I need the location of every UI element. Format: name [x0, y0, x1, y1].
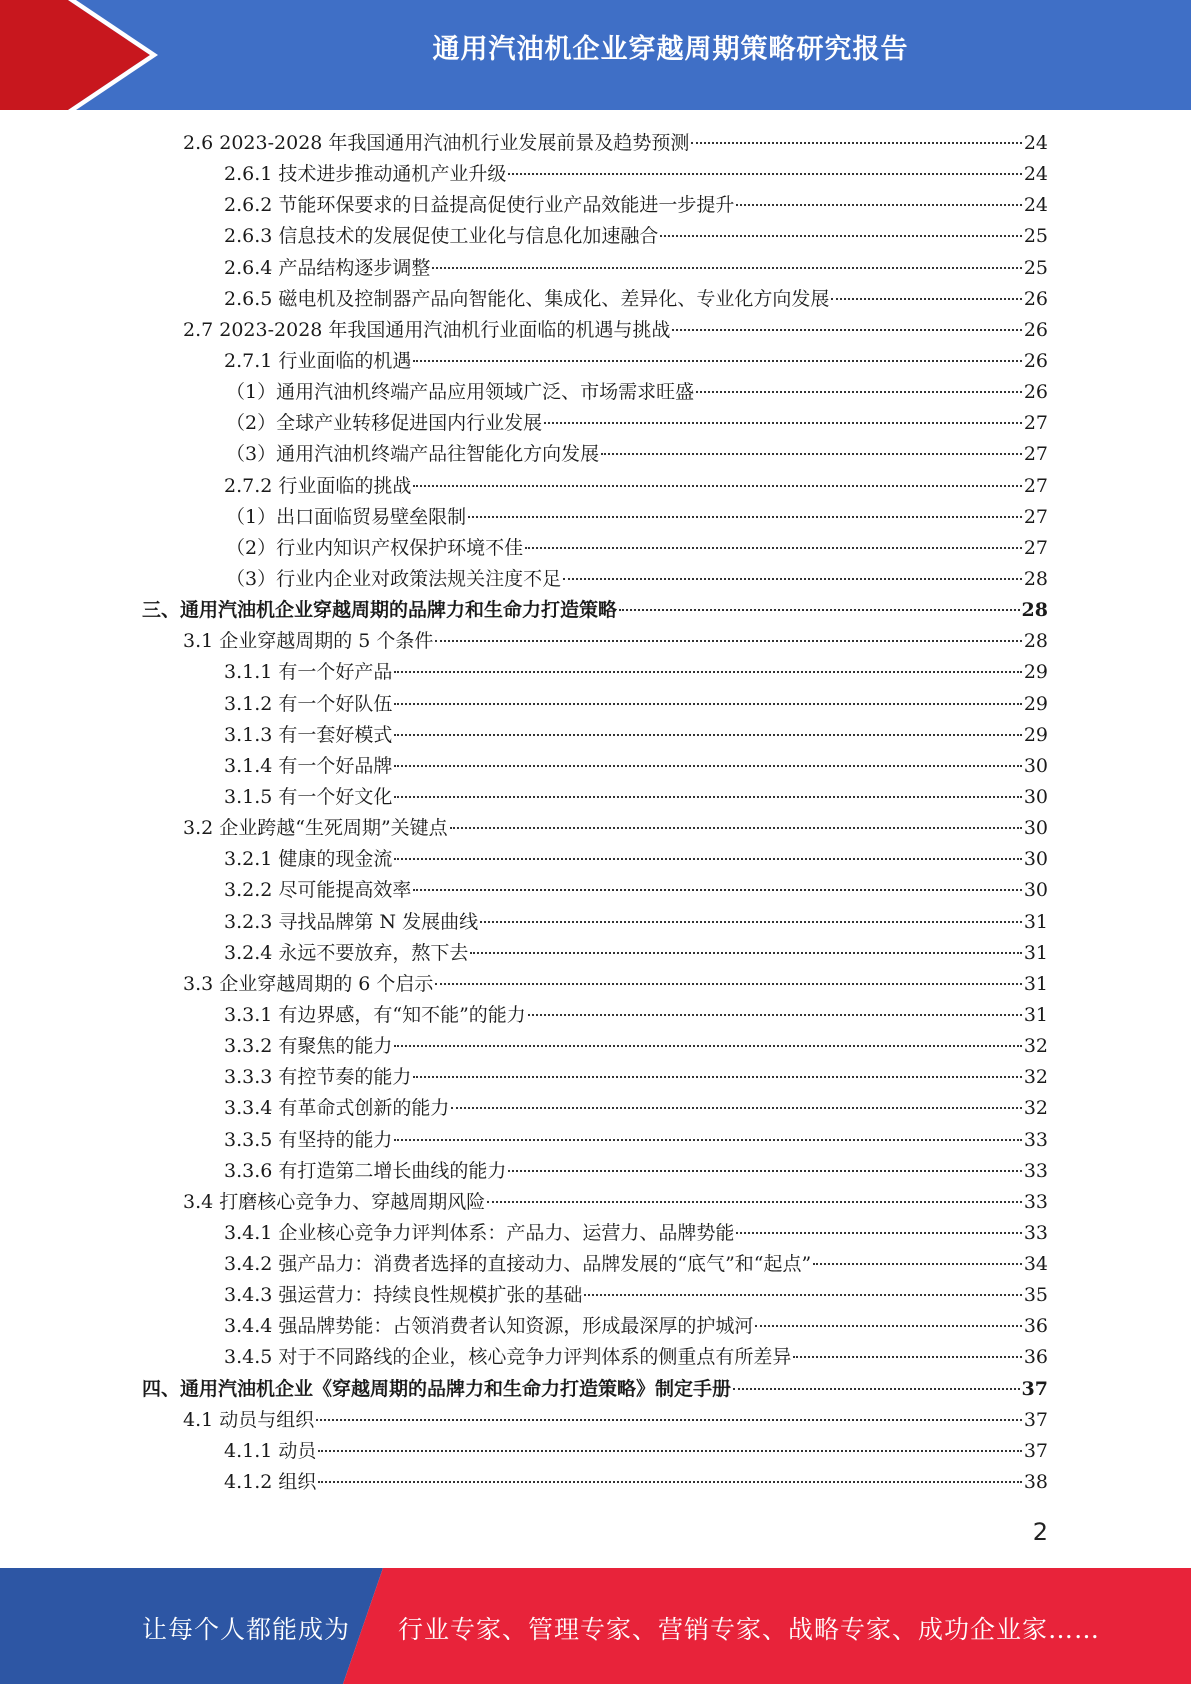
- toc-dot-leader: [528, 1014, 1022, 1016]
- page-header: [0, 0, 1191, 110]
- toc-entry-page: 27: [1023, 443, 1048, 466]
- toc-entry-title: 3.1.4 有一个好品牌: [224, 754, 393, 777]
- toc-entry-page: 37: [1021, 1377, 1048, 1400]
- toc-dot-leader: [413, 889, 1021, 891]
- toc-entry[interactable]: [0, 471, 1048, 502]
- toc-entry-title: 2.7.1 行业面临的机遇: [224, 349, 412, 372]
- toc-entry-title: 2.6.3 信息技术的发展促使工业化与信息化加速融合: [224, 225, 659, 248]
- toc-entry-page: 36: [1023, 1315, 1048, 1338]
- toc-dot-leader: [563, 578, 1022, 580]
- toc-entry[interactable]: [0, 1187, 1048, 1218]
- toc-dot-leader: [793, 1356, 1021, 1358]
- toc-entry-title: 2.6.5 磁电机及控制器产品向智能化、集成化、差异化、专业化方向发展: [224, 287, 830, 310]
- toc-entry-page: 32: [1023, 1035, 1048, 1058]
- toc-entry-title: 四、通用汽油机企业《穿越周期的品牌力和生命力打造策略》制定手册: [142, 1377, 732, 1400]
- toc-entry[interactable]: [0, 564, 1048, 595]
- toc-entry[interactable]: [0, 907, 1048, 938]
- toc-entry-title: 4.1 动员与组织: [183, 1408, 315, 1431]
- toc-dot-leader: [413, 1076, 1021, 1078]
- toc-dot-leader: [525, 547, 1022, 549]
- toc-entry-title: 3.3 企业穿越周期的 6 个启示: [183, 972, 434, 995]
- toc-entry-page: 32: [1023, 1097, 1048, 1120]
- toc-dot-leader: [413, 360, 1021, 362]
- toc-entry-title: 3.1.2 有一个好队伍: [224, 692, 393, 715]
- toc-entry-title: 三、通用汽油机企业穿越周期的品牌力和生命力打造策略: [142, 599, 618, 622]
- toc-entry-title: 4.1.1 动员: [224, 1439, 317, 1462]
- toc-entry-page: 26: [1023, 381, 1048, 404]
- toc-entry-title: 3.3.2 有聚焦的能力: [224, 1035, 393, 1058]
- toc-entry[interactable]: [0, 1218, 1048, 1249]
- toc-dot-leader: [584, 1294, 1021, 1296]
- toc-entry[interactable]: [0, 1249, 1048, 1280]
- toc-entry-title: 3.4.2 强产品力：消费者选择的直接动力、品牌发展的“底气”和“起点”: [224, 1253, 812, 1276]
- toc-entry[interactable]: [0, 626, 1048, 657]
- toc-entry[interactable]: [0, 969, 1048, 1000]
- toc-dot-leader: [691, 142, 1021, 144]
- toc-entry-title: （3）通用汽油机终端产品往智能化方向发展: [226, 443, 600, 466]
- toc-entry-title: 3.3.4 有革命式创新的能力: [224, 1097, 450, 1120]
- toc-entry-title: 3.1.3 有一套好模式: [224, 723, 393, 746]
- toc-dot-leader: [394, 703, 1021, 705]
- toc-entry-page: 33: [1023, 1159, 1048, 1182]
- toc-entry[interactable]: [0, 875, 1048, 906]
- toc-entry[interactable]: [0, 720, 1048, 751]
- toc-entry-title: 3.1 企业穿越周期的 5 个条件: [183, 630, 434, 653]
- toc-dot-leader: [813, 1263, 1022, 1265]
- toc-entry-page: 30: [1023, 848, 1048, 871]
- toc-entry-page: 30: [1023, 754, 1048, 777]
- toc-entry[interactable]: [0, 1405, 1048, 1436]
- toc-entry-page: 25: [1023, 256, 1048, 279]
- toc-dot-leader: [508, 1170, 1021, 1172]
- toc-entry-page: 31: [1023, 941, 1048, 964]
- toc-entry-page: 36: [1023, 1346, 1048, 1369]
- toc-entry-page: 33: [1023, 1221, 1048, 1244]
- toc-entry[interactable]: [0, 782, 1048, 813]
- table-of-contents: [0, 128, 1191, 1498]
- toc-entry[interactable]: [0, 221, 1048, 252]
- toc-entry-page: 33: [1023, 1190, 1048, 1213]
- toc-entry-title: （2）全球产业转移促进国内行业发展: [226, 412, 543, 435]
- toc-dot-leader: [435, 983, 1021, 985]
- toc-entry-page: 29: [1023, 723, 1048, 746]
- toc-entry[interactable]: [0, 377, 1048, 408]
- toc-entry-title: （1）出口面临贸易壁垒限制: [226, 505, 467, 528]
- toc-entry-page: 31: [1023, 910, 1048, 933]
- toc-entry-title: 3.2.3 寻找品牌第 N 发展曲线: [224, 910, 479, 933]
- toc-dot-leader: [831, 298, 1021, 300]
- toc-dot-leader: [394, 1045, 1021, 1047]
- toc-entry-page: 24: [1023, 132, 1048, 154]
- toc-entry[interactable]: [0, 502, 1048, 533]
- toc-entry-page: 34: [1023, 1253, 1048, 1276]
- toc-entry-page: 28: [1023, 567, 1048, 590]
- toc-entry[interactable]: [0, 1436, 1048, 1467]
- toc-entry-title: （3）行业内企业对政策法规关注度不足: [226, 567, 562, 590]
- toc-entry-title: 3.4.4 强品牌势能：占领消费者认知资源，形成最深厚的护城河: [224, 1315, 754, 1338]
- toc-dot-leader: [733, 1388, 1020, 1390]
- toc-entry-title: 3.4.1 企业核心竞争力评判体系：产品力、运营力、品牌势能: [224, 1221, 735, 1244]
- toc-dot-leader: [672, 329, 1021, 331]
- toc-entry-page: 24: [1023, 163, 1048, 186]
- toc-entry-page: 27: [1023, 536, 1048, 559]
- toc-entry-title: 2.6.1 技术进步推动通机产业升级: [224, 163, 507, 186]
- toc-entry[interactable]: [0, 938, 1048, 969]
- toc-entry[interactable]: [0, 595, 1048, 626]
- toc-entry-title: 3.1.1 有一个好产品: [224, 661, 393, 684]
- toc-dot-leader: [508, 173, 1021, 175]
- toc-entry-page: 28: [1023, 630, 1048, 653]
- toc-dot-leader: [451, 1107, 1021, 1109]
- toc-entry[interactable]: [0, 315, 1048, 346]
- toc-entry[interactable]: [0, 408, 1048, 439]
- toc-dot-leader: [394, 671, 1021, 673]
- toc-entry-title: 3.2.4 永远不要放弃，熬下去: [224, 941, 469, 964]
- toc-entry-title: 3.3.6 有打造第二增长曲线的能力: [224, 1159, 507, 1182]
- toc-entry-title: 4.1.2 组织: [224, 1471, 317, 1494]
- toc-entry-title: 3.3.5 有坚持的能力: [224, 1128, 393, 1151]
- toc-entry-page: 32: [1023, 1066, 1048, 1089]
- toc-dot-leader: [316, 1419, 1022, 1421]
- toc-entry-page: 37: [1023, 1408, 1048, 1431]
- toc-entry-page: 37: [1023, 1439, 1048, 1462]
- toc-entry[interactable]: [0, 346, 1048, 377]
- toc-entry-page: 28: [1021, 599, 1048, 622]
- page-number: 2: [1032, 1518, 1048, 1546]
- toc-dot-leader: [394, 1139, 1021, 1141]
- toc-entry-page: 31: [1023, 1003, 1048, 1026]
- toc-entry-page: 26: [1023, 349, 1048, 372]
- toc-entry-title: 3.4.5 对于不同路线的企业，核心竞争力评判体系的侧重点有所差异: [224, 1346, 792, 1369]
- toc-dot-leader: [413, 485, 1021, 487]
- toc-dot-leader: [470, 952, 1021, 954]
- toc-entry-page: 25: [1023, 225, 1048, 248]
- toc-entry[interactable]: [0, 689, 1048, 720]
- toc-entry-page: 38: [1023, 1471, 1048, 1494]
- toc-dot-leader: [544, 422, 1022, 424]
- toc-dot-leader: [619, 609, 1020, 611]
- toc-entry-title: 3.2.1 健康的现金流: [224, 848, 393, 871]
- toc-entry-page: 27: [1023, 505, 1048, 528]
- toc-entry[interactable]: [0, 1156, 1048, 1187]
- toc-entry-title: 3.2 企业跨越“生死周期”关键点: [183, 817, 448, 840]
- footer-slogan-right: 行业专家、管理专家、营销专家、战略专家、成功企业家……: [398, 1615, 1101, 1644]
- toc-entry[interactable]: [0, 533, 1048, 564]
- toc-entry-title: （2）行业内知识产权保护环境不佳: [226, 536, 524, 559]
- toc-entry-title: 3.3.1 有边界感，有“知不能”的能力: [224, 1003, 526, 1026]
- toc-dot-leader: [432, 267, 1021, 269]
- toc-dot-leader: [318, 1481, 1021, 1483]
- toc-dot-leader: [755, 1325, 1021, 1327]
- toc-entry[interactable]: [0, 1311, 1048, 1342]
- toc-entry[interactable]: [0, 1000, 1048, 1031]
- toc-dot-leader: [394, 858, 1021, 860]
- toc-entry-page: 30: [1023, 879, 1048, 902]
- toc-entry[interactable]: [0, 813, 1048, 844]
- toc-entry-title: 3.3.3 有控节奏的能力: [224, 1066, 412, 1089]
- report-title: 通用汽油机企业穿越周期策略研究报告: [432, 34, 909, 65]
- toc-entry[interactable]: [0, 253, 1048, 284]
- footer-slogan-left: 让每个人都能成为: [142, 1615, 351, 1644]
- toc-entry-page: 30: [1023, 817, 1048, 840]
- toc-entry[interactable]: [0, 1342, 1048, 1373]
- toc-dot-leader: [435, 640, 1021, 642]
- toc-entry[interactable]: [0, 1280, 1048, 1311]
- toc-entry[interactable]: [0, 439, 1048, 470]
- toc-entry-page: 27: [1023, 412, 1048, 435]
- toc-dot-leader: [736, 1232, 1021, 1234]
- toc-entry[interactable]: [0, 657, 1048, 688]
- toc-entry[interactable]: [0, 128, 1048, 159]
- toc-entry-title: 2.7.2 行业面临的挑战: [224, 474, 412, 497]
- toc-entry-title: 3.1.5 有一个好文化: [224, 785, 393, 808]
- header-red-chevron: [0, 0, 150, 110]
- toc-dot-leader: [394, 765, 1021, 767]
- toc-entry-page: 26: [1023, 318, 1048, 341]
- toc-dot-leader: [394, 796, 1021, 798]
- toc-entry-title: 2.7 2023-2028 年我国通用汽油机行业面临的机遇与挑战: [183, 318, 671, 341]
- toc-entry-page: 29: [1023, 692, 1048, 715]
- toc-entry-page: 26: [1023, 287, 1048, 310]
- toc-entry-page: 35: [1023, 1284, 1048, 1307]
- toc-entry-title: 3.4 打磨核心竞争力、穿越周期风险: [183, 1190, 486, 1213]
- toc-entry[interactable]: [0, 1093, 1048, 1124]
- toc-entry[interactable]: [0, 844, 1048, 875]
- toc-entry[interactable]: [0, 1467, 1048, 1498]
- toc-entry-title: 2.6 2023-2028 年我国通用汽油机行业发展前景及趋势预测: [183, 132, 690, 154]
- toc-dot-leader: [450, 827, 1022, 829]
- toc-entry-title: 2.6.2 节能环保要求的日益提高促使行业产品效能进一步提升: [224, 194, 735, 217]
- toc-dot-leader: [736, 204, 1021, 206]
- toc-entry[interactable]: [0, 1031, 1048, 1062]
- page-footer: [0, 1568, 1191, 1684]
- toc-entry[interactable]: [0, 1125, 1048, 1156]
- toc-entry-page: 29: [1023, 661, 1048, 684]
- toc-entry-title: 3.4.3 强运营力：持续良性规模扩张的基础: [224, 1284, 583, 1307]
- toc-dot-leader: [601, 453, 1022, 455]
- toc-dot-leader: [394, 734, 1021, 736]
- toc-entry[interactable]: [0, 1062, 1048, 1093]
- toc-entry-title: 2.6.4 产品结构逐步调整: [224, 256, 431, 279]
- toc-entry-page: 24: [1023, 194, 1048, 217]
- toc-dot-leader: [468, 516, 1022, 518]
- toc-dot-leader: [480, 921, 1022, 923]
- toc-entry-page: 27: [1023, 474, 1048, 497]
- toc-dot-leader: [696, 391, 1022, 393]
- toc-entry-page: 31: [1023, 972, 1048, 995]
- toc-entry-page: 30: [1023, 785, 1048, 808]
- toc-entry[interactable]: [0, 190, 1048, 221]
- toc-entry[interactable]: [0, 1374, 1048, 1405]
- toc-entry-title: 3.2.2 尽可能提高效率: [224, 879, 412, 902]
- toc-entry[interactable]: [0, 284, 1048, 315]
- toc-entry-page: 33: [1023, 1128, 1048, 1151]
- toc-dot-leader: [660, 235, 1021, 237]
- toc-dot-leader: [318, 1450, 1021, 1452]
- toc-entry[interactable]: [0, 751, 1048, 782]
- toc-entry[interactable]: [0, 159, 1048, 190]
- toc-dot-leader: [487, 1201, 1022, 1203]
- toc-entry-title: （1）通用汽油机终端产品应用领域广泛、市场需求旺盛: [226, 381, 695, 404]
